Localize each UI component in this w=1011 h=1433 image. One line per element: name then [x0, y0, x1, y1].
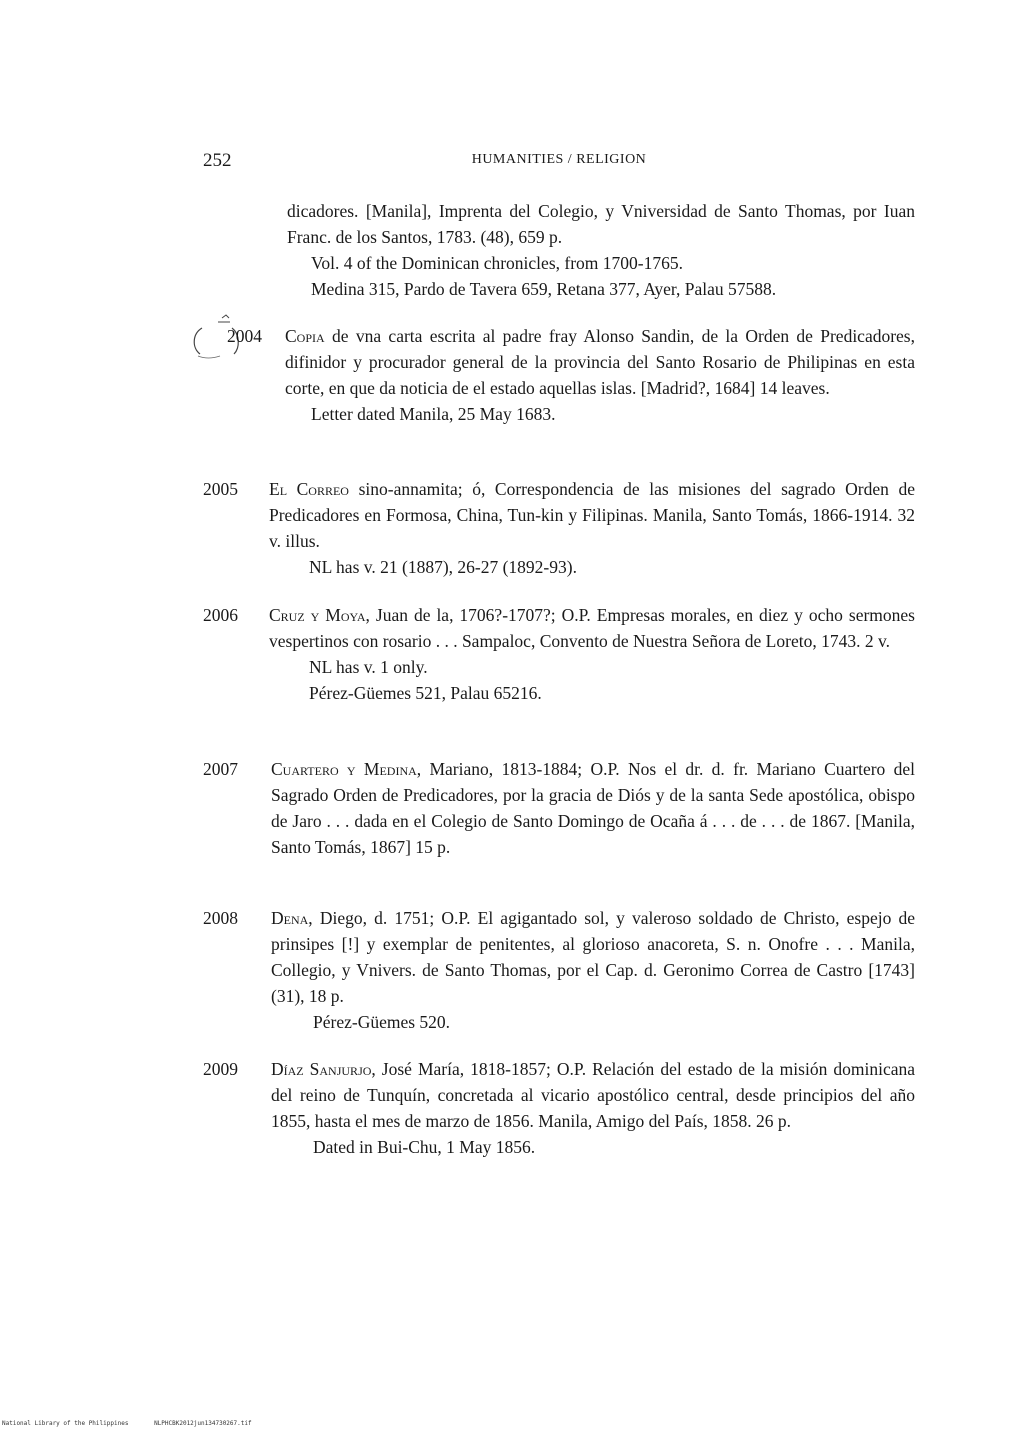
- scan-footer: [2, 1420, 274, 1427]
- entry-note: Pérez-Güemes 520.: [313, 1012, 451, 1032]
- entry-text: [271, 756, 915, 860]
- footer-file-id: NLPHCBK2012jun134730267.tif: [154, 1420, 252, 1427]
- entry-description: Mariano, 1813-1884; O.P. Nos el dr. d. fr. Mariano Cuartero del Sagrado Orden de Predicadores, por la gracia de Diós y de la santa Sede apostólica, obispo de Jaro . . . dada en el Colegio de Santo Domingo de Ocaña á . . . de . . . de 1867. [Manila, Santo Tomás, 1867] 15 p.: [271, 759, 915, 857]
- entry-description: José María, 1818-1857; O.P. Relación del estado de la misión dominicana del reino de Tunquín, concretada al vicario apostólico central, desde principios del año 1855, hasta el mes de marzo de 1856. Manila, Amigo del País, 1858. 26 p.: [271, 1059, 915, 1131]
- catalog-entry: [203, 602, 915, 706]
- entry-text: dicadores. [Manila], Imprenta del Colegio, y Vniversidad de Santo Thomas, por Iuan Franc. de los Santos, 1783. (48), 659 p.: [287, 201, 915, 247]
- entry-lead: El Correo: [269, 479, 349, 499]
- entry-note: Pérez-Güemes 521, Palau 65216.: [309, 683, 542, 703]
- catalog-entry: [203, 1056, 915, 1160]
- catalog-entry: [203, 905, 915, 1035]
- entry-text: [269, 602, 915, 654]
- entry-lead: Cuartero y Medina,: [271, 759, 422, 779]
- entry-text: [285, 323, 915, 401]
- entry-note: Medina 315, Pardo de Tavera 659, Retana 377, Ayer, Palau 57588.: [311, 279, 777, 299]
- entry-text: [271, 905, 915, 1009]
- entry-note: NL has v. 1 only.: [309, 657, 428, 677]
- entry-lead: Dena,: [271, 908, 313, 928]
- entry-number: 2004: [227, 326, 262, 346]
- entry-number: 2007: [203, 759, 238, 779]
- entry-description: de vna carta escrita al padre fray Alonso Sandin, de la Orden de Predicadores, difinidor y procurador general de la provincia del Santo Rosario de Philipinas en esta corte, en que da noticia de el estado aquellas islas. [Madrid?, 1684] 14 leaves.: [285, 326, 915, 398]
- entry-number: 2008: [203, 908, 238, 928]
- catalog-entry: [203, 756, 915, 860]
- entry-note: Vol. 4 of the Dominican chronicles, from 1700-1765.: [311, 253, 683, 273]
- catalog-entry: [203, 323, 915, 427]
- entry-lead: Díaz Sanjurjo,: [271, 1059, 376, 1079]
- entry-text: [271, 1056, 915, 1134]
- entry-lead: Copia: [285, 326, 325, 346]
- continuation-entry: [203, 198, 915, 302]
- catalog-entry: [203, 476, 915, 580]
- entry-lead: Cruz y Moya,: [269, 605, 370, 625]
- entry-number: 2009: [203, 1059, 238, 1079]
- entry-note: NL has v. 21 (1887), 26-27 (1892-93).: [309, 557, 577, 577]
- entry-description: Juan de la, 1706?-1707?; O.P. Empresas morales, en diez y ocho sermones vespertinos con rosario . . . Sampaloc, Convento de Nuestra Señora de Loreto, 1743. 2 v.: [269, 605, 915, 651]
- entry-number: 2005: [203, 479, 238, 499]
- entry-description: Diego, d. 1751; O.P. El agigantado sol, y valeroso soldado de Christo, espejo de prinsipes [!] y exemplar de penitentes, al glorioso anacoreta, S. n. Onofre . . . Manila, Collegio, y Vnivers. de Santo Thomas, por el Cap. d. Geronimo Correa de Castro [1743] (31), 18 p.: [271, 908, 915, 1006]
- page-header: [203, 150, 915, 176]
- running-head: HUMANITIES / RELIGION: [471, 152, 647, 167]
- entry-note: Dated in Bui-Chu, 1 May 1856.: [313, 1137, 536, 1157]
- footer-library: National Library of the Philippines: [2, 1420, 129, 1427]
- entry-text: [269, 476, 915, 554]
- entry-description: sino-annamita; ó, Correspondencia de las misiones del sagrado Orden de Predicadores en Formosa, China, Tun-kin y Filipinas. Manila, Santo Tomás, 1866-1914. 32 v. illus.: [269, 479, 915, 551]
- page-number: 252: [203, 150, 232, 171]
- entry-number: 2006: [203, 605, 238, 625]
- entry-note: Letter dated Manila, 25 May 1683.: [311, 404, 556, 424]
